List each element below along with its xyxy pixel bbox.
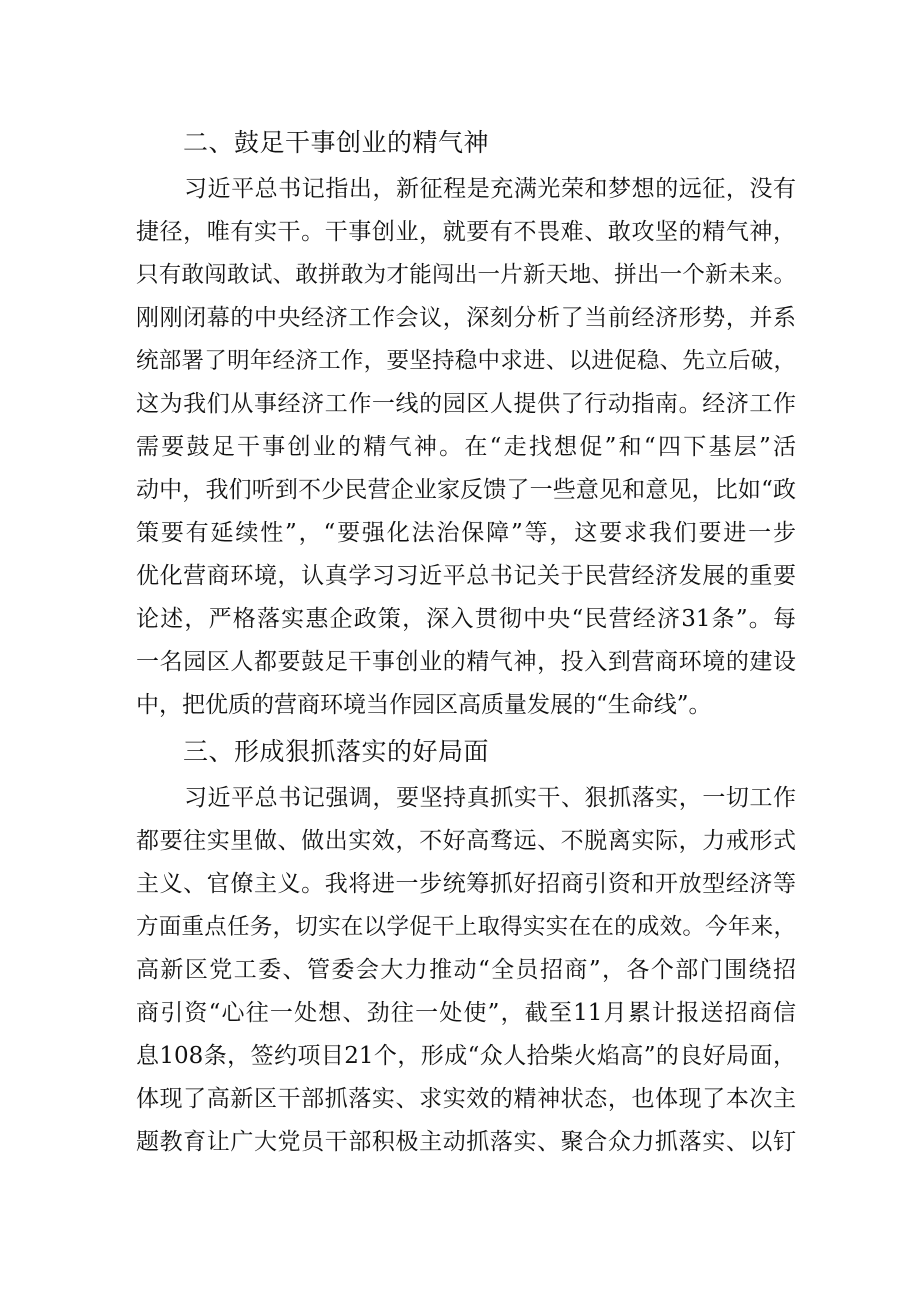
text-line: 动中，我们听到不少民营企业家反馈了一些意见和意见，比如“政 bbox=[136, 477, 796, 503]
text-line: 只有敢闯敢试、敢拼敢为才能闯出一片新天地、拼出一个新未来。 bbox=[136, 262, 796, 288]
text-line: 题教育让广大党员干部积极主动抓落实、聚合众力抓落实、以钉 bbox=[136, 1129, 796, 1155]
text-line: 捷径，唯有实干。干事创业，就要有不畏难、敢攻坚的精气神， bbox=[136, 219, 796, 245]
text-line: 策要有延续性”，“要强化法治保障”等，这要求我们要进一步 bbox=[136, 520, 796, 546]
text-line: 息108条，签约项目21个，形成“众人拾柴火焰高”的良好局面， bbox=[136, 1043, 796, 1069]
text-line: 习近平总书记指出，新征程是充满光荣和梦想的远征，没有 bbox=[184, 176, 796, 202]
document-body bbox=[136, 118, 796, 1164]
text-line: 体现了高新区干部抓落实、求实效的精神状态，也体现了本次主 bbox=[136, 1086, 796, 1112]
section-2 bbox=[136, 118, 796, 727]
paragraph bbox=[136, 777, 796, 1164]
text-line: 统部署了明年经济工作，要坚持稳中求进、以进促稳、先立后破， bbox=[136, 348, 796, 374]
text-line: 方面重点任务，切实在以学促干上取得实实在在的成效。今年来， bbox=[136, 914, 796, 940]
text-line: 论述，严格落实惠企政策，深入贯彻中央“民营经济31条”。每 bbox=[136, 606, 796, 632]
section-3 bbox=[136, 727, 796, 1164]
section-heading: 二、鼓足干事创业的精气神 bbox=[183, 128, 490, 157]
text-line: 都要往实里做、做出实效，不好高骛远、不脱离实际，力戒形式 bbox=[136, 828, 796, 854]
text-line: 刚刚闭幕的中央经济工作会议，深刻分析了当前经济形势，并系 bbox=[136, 305, 796, 331]
text-line: 需要鼓足干事创业的精气神。在“走找想促”和“四下基层”活 bbox=[136, 434, 796, 460]
text-line: 高新区党工委、管委会大力推动“全员招商”，各个部门围绕招 bbox=[136, 957, 796, 983]
text-line: 一名园区人都要鼓足干事创业的精气神，投入到营商环境的建设 bbox=[136, 649, 796, 675]
text-line: 习近平总书记强调，要坚持真抓实干、狠抓落实，一切工作 bbox=[184, 785, 796, 811]
section-heading: 三、形成狠抓落实的好局面 bbox=[183, 737, 490, 766]
text-line: 主义、官僚主义。我将进一步统筹抓好招商引资和开放型经济等 bbox=[136, 871, 796, 897]
text-line: 优化营商环境，认真学习习近平总书记关于民营经济发展的重要 bbox=[136, 563, 796, 589]
text-line: 商引资“心往一处想、劲往一处使”，截至11月累计报送招商信 bbox=[136, 1000, 796, 1026]
paragraph bbox=[136, 168, 796, 727]
text-line: 这为我们从事经济工作一线的园区人提供了行动指南。经济工作 bbox=[136, 391, 796, 417]
text-line: 中，把优质的营商环境当作园区高质量发展的“生命线”。 bbox=[136, 692, 712, 718]
